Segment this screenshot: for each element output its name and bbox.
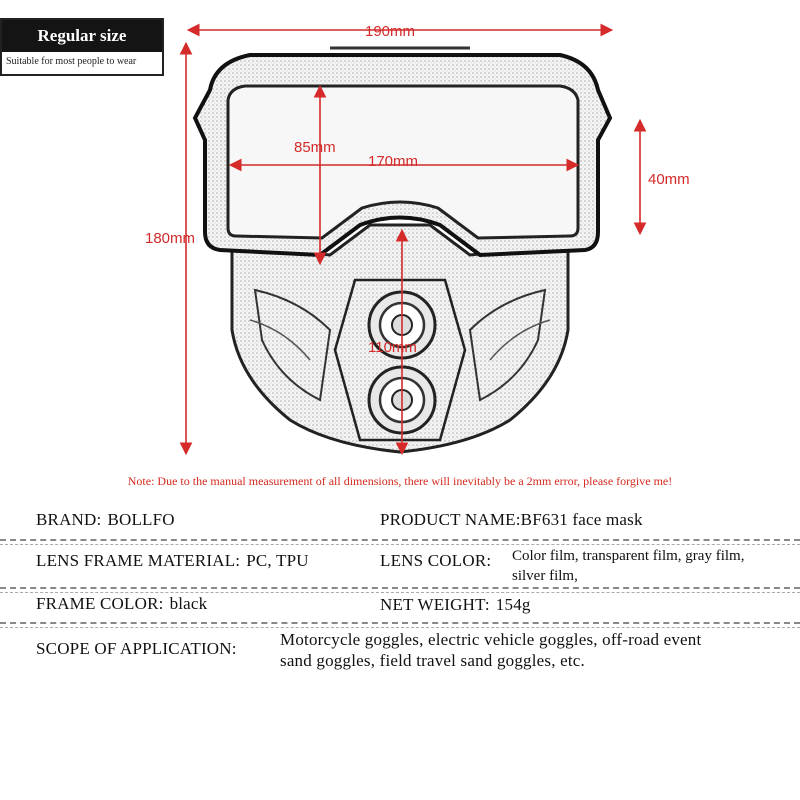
divider xyxy=(0,592,800,593)
frame-color-label: FRAME COLOR: xyxy=(36,594,164,613)
net-weight-value: 154g xyxy=(495,595,531,614)
net-weight-spec xyxy=(380,595,531,615)
dim-lens-height: 85mm xyxy=(294,139,336,156)
scope-label: SCOPE OF APPLICATION: xyxy=(36,639,237,658)
product-label: PRODUCT NAME: xyxy=(380,510,521,529)
net-weight-label: NET WEIGHT: xyxy=(380,595,490,614)
lens-color-value-2: silver film, xyxy=(512,568,578,584)
divider xyxy=(0,587,800,589)
divider xyxy=(0,627,800,628)
lens-frame-spec xyxy=(36,551,309,571)
scope-value-2: sand goggles, field travel sand goggles, etc. xyxy=(280,651,586,670)
measurement-note: Note: Due to the manual measurement of all dimensions, there will inevitably be a 2mm error, please forgive me! xyxy=(127,474,673,488)
brand-value: BOLLFO xyxy=(107,510,175,529)
dim-lens-width: 170mm xyxy=(368,153,419,170)
dim-mask-height: 110mm xyxy=(368,339,417,356)
scope-spec xyxy=(36,639,237,659)
badge-title: Regular size xyxy=(2,20,162,52)
lens-color-label: LENS COLOR: xyxy=(380,551,492,570)
product-value: BF631 face mask xyxy=(520,510,643,529)
dim-total-width: 190mm xyxy=(365,23,416,40)
lens-color-value-1: Color film, transparent film, gray film, xyxy=(512,548,745,564)
lens-frame-label: LENS FRAME MATERIAL: xyxy=(36,551,241,570)
brand-label: BRAND: xyxy=(36,510,102,529)
frame-color-value: black xyxy=(169,594,208,613)
divider xyxy=(0,544,800,545)
brand-spec xyxy=(36,510,175,530)
product-spec xyxy=(380,510,643,530)
scope-value-1: Motorcycle goggles, electric vehicle goggles, off-road event xyxy=(280,630,702,649)
frame-color-spec xyxy=(36,594,207,614)
lens-frame-value: PC, TPU xyxy=(246,551,309,570)
dim-total-height: 180mm xyxy=(145,230,196,247)
divider xyxy=(0,539,800,541)
badge-subtitle: Suitable for most people to wear xyxy=(6,56,137,67)
dim-frame-depth: 40mm xyxy=(648,171,690,188)
lens-color-spec xyxy=(380,551,491,571)
divider xyxy=(0,622,800,624)
